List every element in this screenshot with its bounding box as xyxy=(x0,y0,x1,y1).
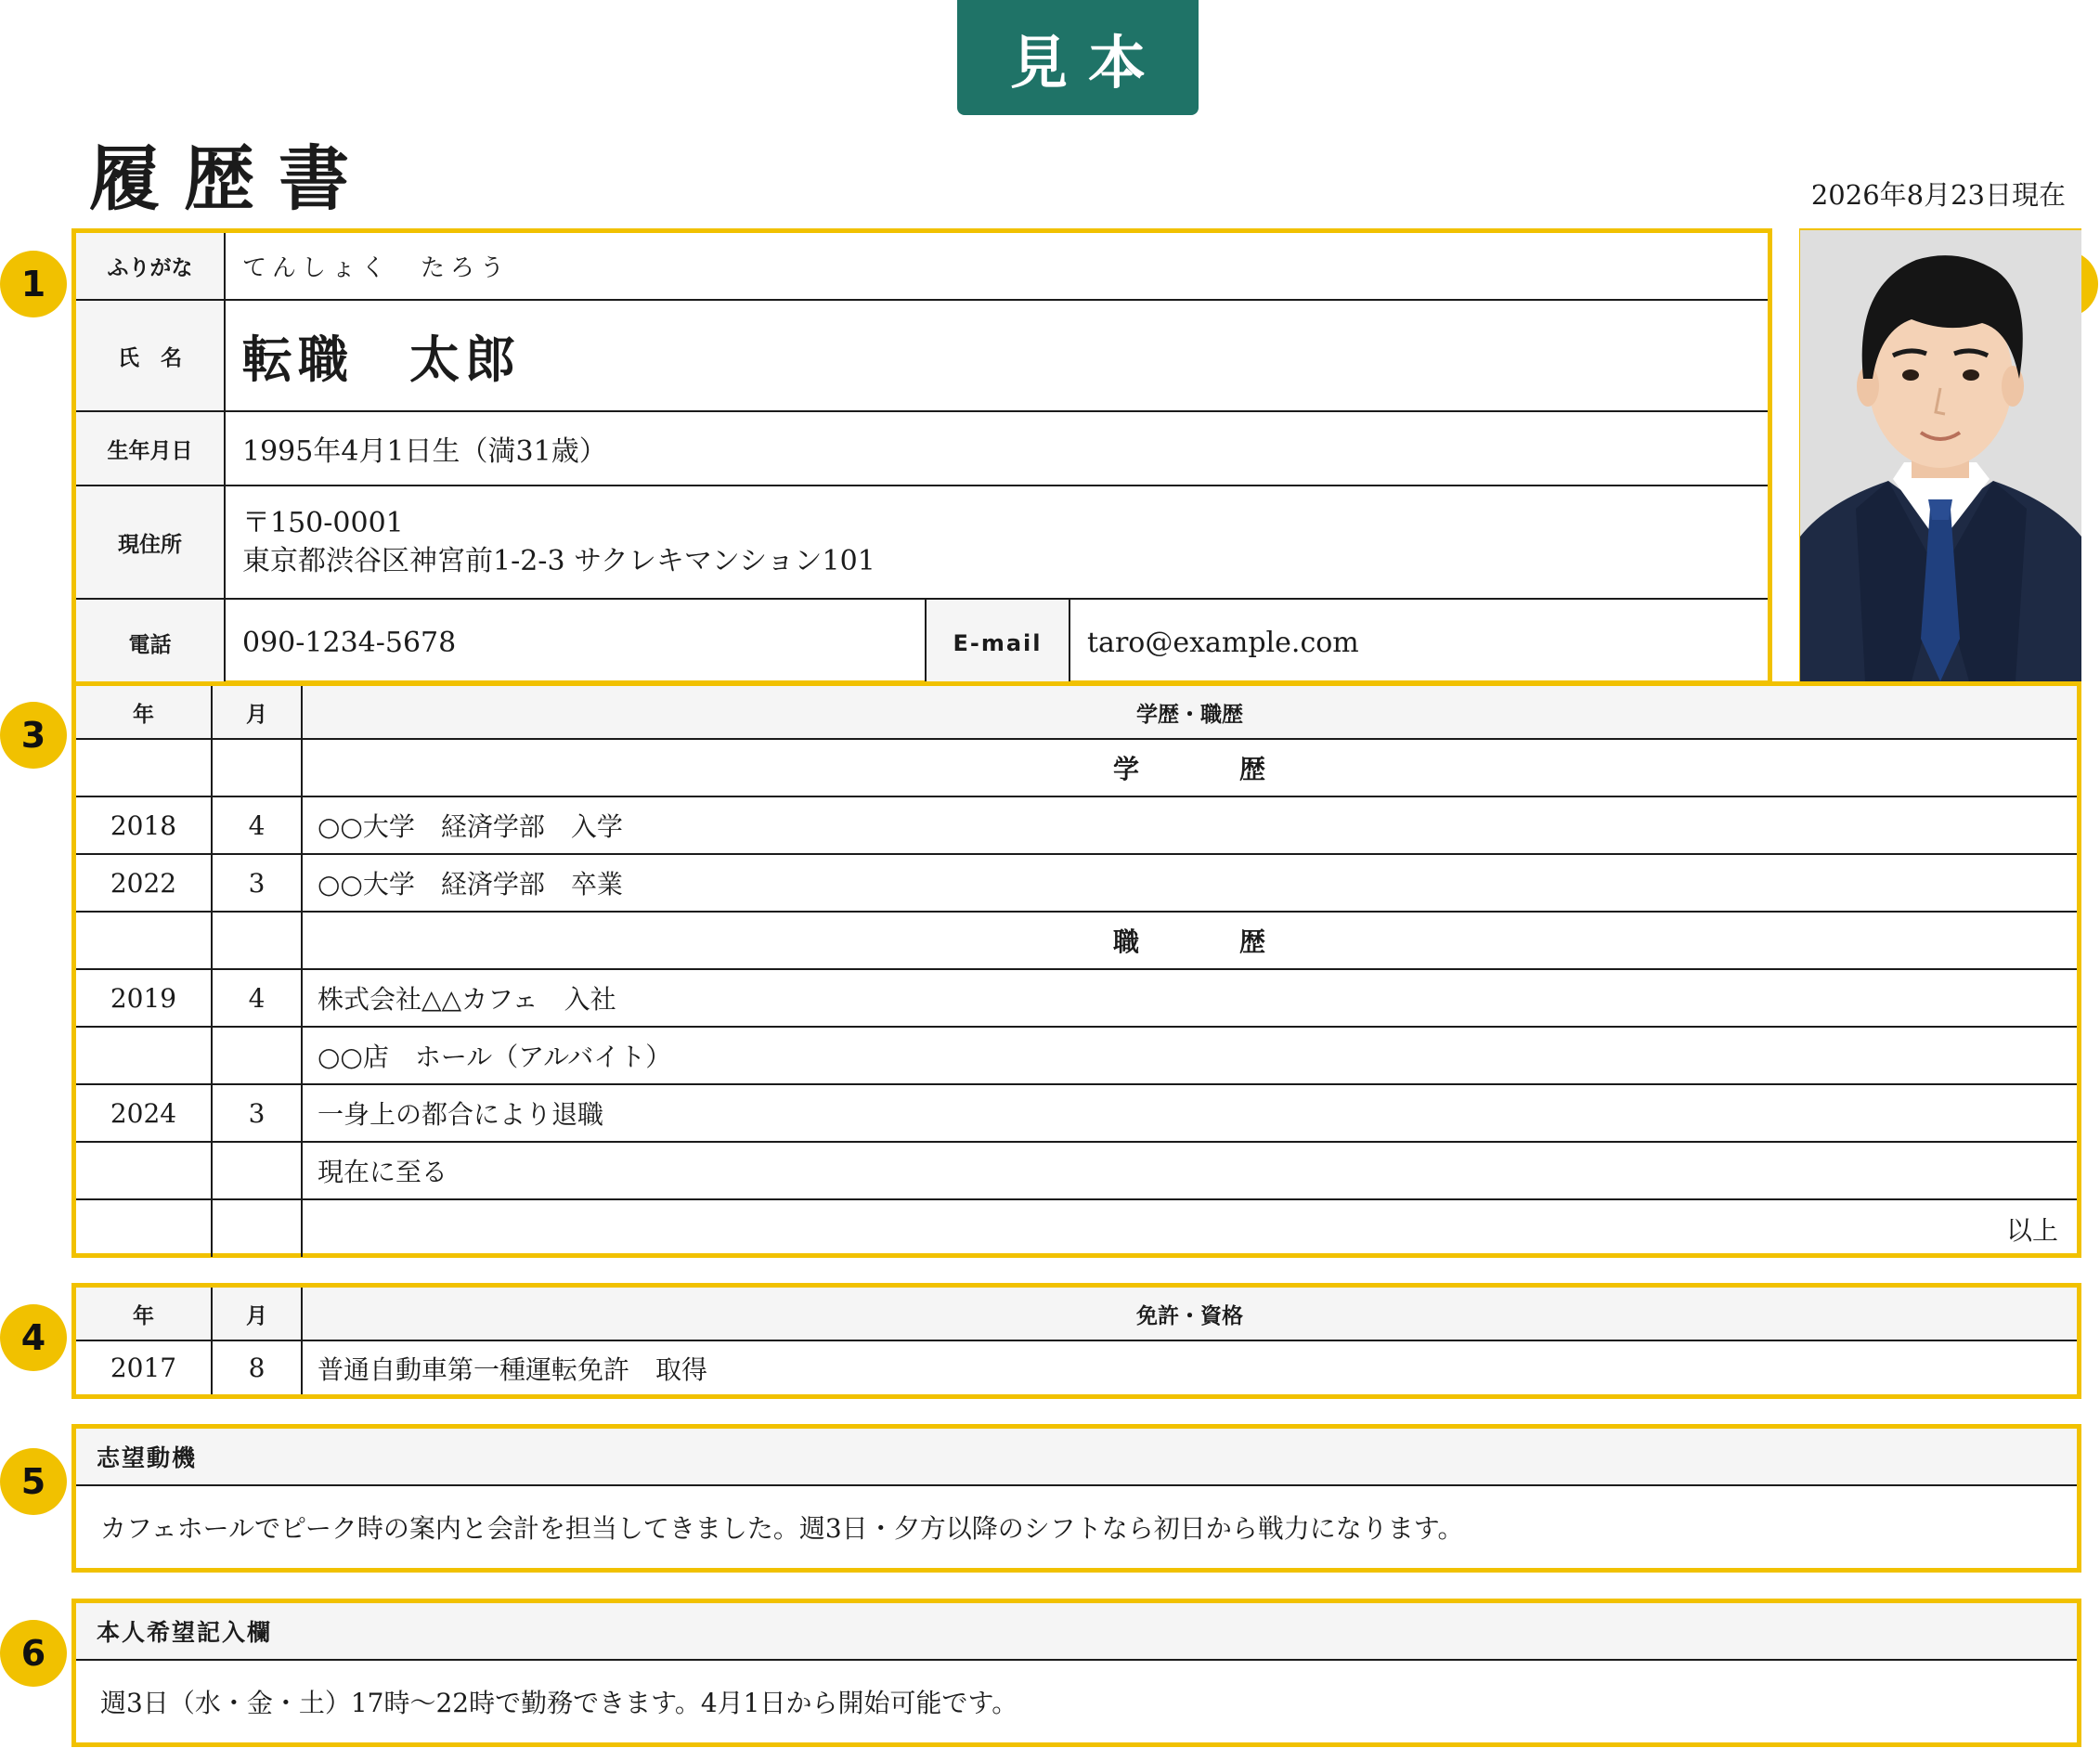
table-row xyxy=(76,1084,2077,1142)
birth-label: 生年月日 xyxy=(76,411,225,486)
row-text: 株式会社△△カフェ 入社 xyxy=(302,969,2077,1027)
birth-value: 1995年4月1日生（満31歳） xyxy=(225,411,1768,486)
row-year xyxy=(76,739,212,796)
requests-text: 週3日（水・金・土）17時〜22時で勤務できます。4月1日から開始可能です。 xyxy=(100,1688,1018,1718)
table-row xyxy=(76,796,2077,854)
row-month xyxy=(212,912,302,969)
row-month xyxy=(212,1199,302,1257)
document-title: 履歴書 xyxy=(89,137,373,220)
row-year: 2024 xyxy=(76,1084,212,1142)
personal-info-section xyxy=(71,228,1772,685)
sample-badge: 見本 xyxy=(957,0,1199,115)
row-month xyxy=(212,739,302,796)
row-year xyxy=(76,1142,212,1199)
furigana-row xyxy=(76,233,1768,300)
furigana-label: ふりがな xyxy=(76,233,225,300)
phone-value: 090-1234-5678 xyxy=(225,599,926,686)
name-row xyxy=(76,300,1768,411)
row-text: ○○店 ホール（アルバイト） xyxy=(302,1027,2077,1084)
row-year: 2022 xyxy=(76,854,212,912)
year-header: 年 xyxy=(76,1288,212,1340)
table-row xyxy=(76,1027,2077,1084)
end-mark: 以上 xyxy=(302,1199,2077,1257)
history-header-row xyxy=(76,686,2077,739)
row-month: 8 xyxy=(212,1340,302,1394)
requests-section xyxy=(71,1599,2081,1747)
row-month: 3 xyxy=(212,1084,302,1142)
postal-code: 〒150-0001 xyxy=(242,507,404,539)
table-row xyxy=(76,1340,2077,1394)
name-label: 氏 名 xyxy=(76,300,225,411)
work-heading: 職 歴 xyxy=(302,912,2077,969)
marker-6: 6 xyxy=(0,1620,67,1687)
table-row xyxy=(76,912,2077,969)
furigana-value: てんしょく たろう xyxy=(225,233,1768,300)
row-text: 普通自動車第一種運転免許 取得 xyxy=(302,1340,2077,1394)
row-text: 一身上の都合により退職 xyxy=(302,1084,2077,1142)
row-text: ○○大学 経済学部 入学 xyxy=(302,796,2077,854)
licenses-header-row xyxy=(76,1288,2077,1340)
row-text: ○○大学 経済学部 卒業 xyxy=(302,854,2077,912)
row-year: 2018 xyxy=(76,796,212,854)
row-month: 4 xyxy=(212,969,302,1027)
row-text: 現在に至る xyxy=(302,1142,2077,1199)
motivation-section xyxy=(71,1424,2081,1573)
history-header: 学歴・職歴 xyxy=(302,686,2077,739)
marker-5: 5 xyxy=(0,1448,67,1515)
licenses-section xyxy=(71,1283,2081,1399)
marker-4: 4 xyxy=(0,1304,67,1371)
table-row xyxy=(76,969,2077,1027)
document-date: 2026年8月23日現在 xyxy=(1810,179,2066,211)
history-table xyxy=(76,686,2077,1257)
marker-1: 1 xyxy=(0,251,67,317)
education-heading: 学 歴 xyxy=(302,739,2077,796)
row-month xyxy=(212,1027,302,1084)
address-value xyxy=(225,486,1768,599)
year-header: 年 xyxy=(76,686,212,739)
month-header: 月 xyxy=(212,1288,302,1340)
row-year xyxy=(76,1027,212,1084)
marker-3: 3 xyxy=(0,702,67,769)
licenses-header: 免許・資格 xyxy=(302,1288,2077,1340)
person-portrait-icon xyxy=(1800,230,2081,681)
row-year: 2017 xyxy=(76,1340,212,1394)
table-row xyxy=(76,739,2077,796)
motivation-label: 志望動機 xyxy=(76,1429,2077,1486)
table-row xyxy=(76,1142,2077,1199)
row-year xyxy=(76,912,212,969)
street-address: 東京都渋谷区神宮前1-2-3 サクレキマンション101 xyxy=(242,545,875,577)
row-month: 4 xyxy=(212,796,302,854)
history-section xyxy=(71,681,2081,1258)
email-label: E-mail xyxy=(926,599,1069,686)
contact-row xyxy=(76,599,1768,686)
row-year xyxy=(76,1199,212,1257)
phone-label: 電話 xyxy=(76,599,225,686)
id-photo xyxy=(1800,230,2081,681)
licenses-table xyxy=(76,1288,2077,1394)
name-value: 転職 太郎 xyxy=(225,300,1768,411)
row-month: 3 xyxy=(212,854,302,912)
row-month xyxy=(212,1142,302,1199)
personal-info-table xyxy=(76,233,1768,686)
motivation-text: カフェホールでピーク時の案内と会計を担当してきました。週3日・夕方以降のシフトなら初日から戦力になります。 xyxy=(100,1513,1464,1544)
email-value: taro@example.com xyxy=(1069,599,1768,686)
row-year: 2019 xyxy=(76,969,212,1027)
table-row xyxy=(76,1199,2077,1257)
requests-label: 本人希望記入欄 xyxy=(76,1603,2077,1661)
month-header: 月 xyxy=(212,686,302,739)
table-row xyxy=(76,854,2077,912)
birth-row xyxy=(76,411,1768,486)
address-label: 現住所 xyxy=(76,486,225,599)
address-row xyxy=(76,486,1768,599)
